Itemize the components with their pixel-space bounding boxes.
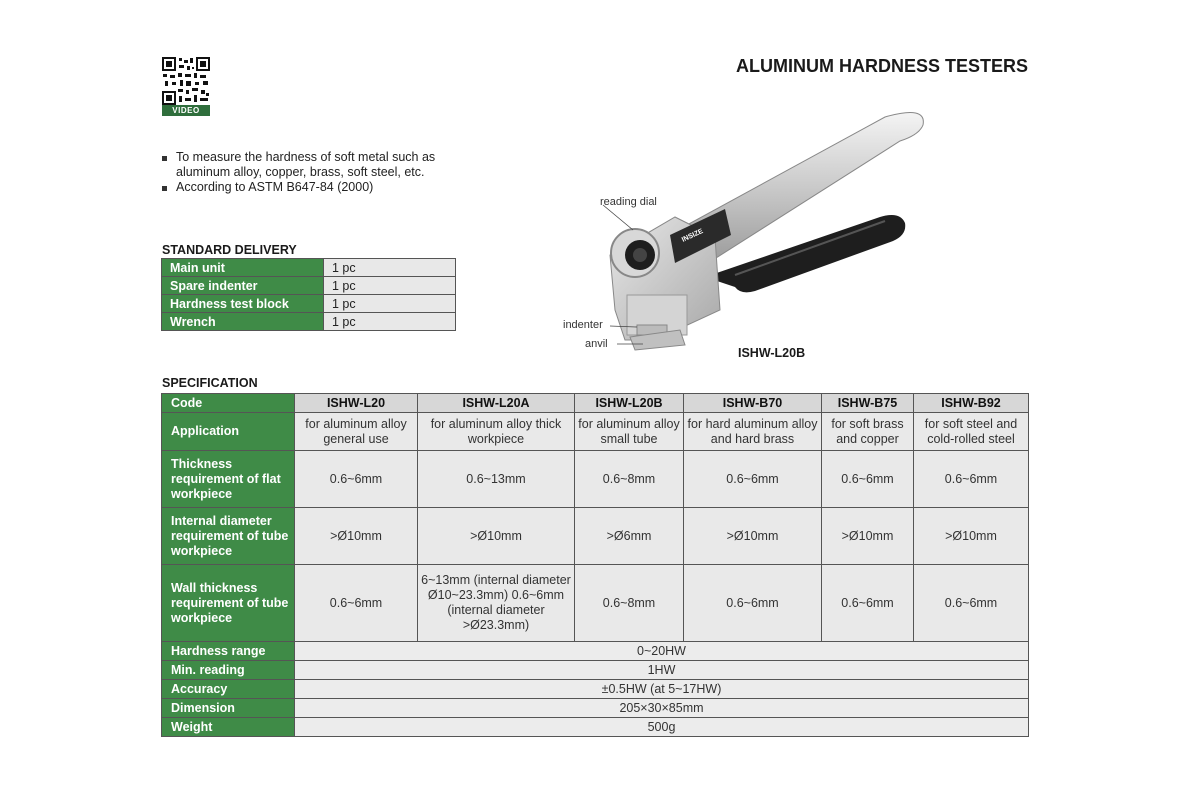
delivery-item: Hardness test block — [162, 295, 324, 313]
table-row — [162, 642, 1029, 661]
row-header: Accuracy — [162, 680, 295, 699]
delivery-title: STANDARD DELIVERY — [162, 243, 297, 257]
row-header: Min. reading — [162, 661, 295, 680]
feature-item: To measure the hardness of soft metal such as aluminum alloy, copper, brass, soft steel, etc. — [160, 150, 480, 180]
application-cell: for aluminum alloy small tube — [575, 413, 684, 451]
row-header: Wall thickness requirement of tube workpiece — [162, 565, 295, 642]
anvil-label: anvil — [585, 338, 608, 350]
indenter-label: indenter — [563, 319, 603, 331]
application-cell: for aluminum alloy general use — [295, 413, 418, 451]
table-row — [162, 699, 1029, 718]
table-row — [162, 565, 1029, 642]
qr-code-icon — [162, 57, 210, 105]
min-reading-value: 1HW — [295, 661, 1029, 680]
application-cell: for soft steel and cold-rolled steel — [914, 413, 1029, 451]
wall-thickness-cell: 6~13mm (internal diameter Ø10~23.3mm) 0.6~6mm (internal diameter >Ø23.3mm) — [418, 565, 575, 642]
application-cell: for aluminum alloy thick workpiece — [418, 413, 575, 451]
wall-thickness-cell: 0.6~6mm — [822, 565, 914, 642]
row-header: Weight — [162, 718, 295, 737]
wall-thickness-cell: 0.6~8mm — [575, 565, 684, 642]
wall-thickness-cell: 0.6~6mm — [684, 565, 822, 642]
table-row — [162, 259, 456, 277]
accuracy-value: ±0.5HW (at 5~17HW) — [295, 680, 1029, 699]
internal-diameter-cell: >Ø6mm — [575, 508, 684, 565]
delivery-qty: 1 pc — [324, 259, 456, 277]
table-row — [162, 661, 1029, 680]
code-cell: ISHW-B70 — [684, 394, 822, 413]
application-cell: for soft brass and copper — [822, 413, 914, 451]
video-badge: VIDEO — [162, 105, 210, 116]
internal-diameter-cell: >Ø10mm — [914, 508, 1029, 565]
brand-label: INSIZE — [680, 227, 705, 244]
code-cell: ISHW-L20A — [418, 394, 575, 413]
internal-diameter-cell: >Ø10mm — [295, 508, 418, 565]
wall-thickness-cell: 0.6~6mm — [914, 565, 1029, 642]
table-row — [162, 508, 1029, 565]
code-cell: ISHW-L20 — [295, 394, 418, 413]
delivery-item: Main unit — [162, 259, 324, 277]
code-cell: ISHW-B92 — [914, 394, 1029, 413]
delivery-table — [161, 258, 456, 331]
code-cell: ISHW-L20B — [575, 394, 684, 413]
delivery-qty: 1 pc — [324, 295, 456, 313]
internal-diameter-cell: >Ø10mm — [822, 508, 914, 565]
row-header: Application — [162, 413, 295, 451]
qr-code[interactable] — [162, 57, 210, 116]
row-header: Dimension — [162, 699, 295, 718]
delivery-item: Spare indenter — [162, 277, 324, 295]
application-cell: for hard aluminum alloy and hard brass — [684, 413, 822, 451]
dimension-value: 205×30×85mm — [295, 699, 1029, 718]
internal-diameter-cell: >Ø10mm — [418, 508, 575, 565]
thickness-cell: 0.6~6mm — [914, 451, 1029, 508]
delivery-qty: 1 pc — [324, 277, 456, 295]
delivery-item: Wrench — [162, 313, 324, 331]
table-row — [162, 718, 1029, 737]
spec-title: SPECIFICATION — [162, 376, 258, 390]
wall-thickness-cell: 0.6~6mm — [295, 565, 418, 642]
spec-table — [161, 393, 1029, 737]
row-header: Hardness range — [162, 642, 295, 661]
row-header: Thickness requirement of flat workpiece — [162, 451, 295, 508]
table-row — [162, 277, 456, 295]
thickness-cell: 0.6~6mm — [822, 451, 914, 508]
code-cell: ISHW-B75 — [822, 394, 914, 413]
delivery-qty: 1 pc — [324, 313, 456, 331]
thickness-cell: 0.6~6mm — [684, 451, 822, 508]
thickness-cell: 0.6~8mm — [575, 451, 684, 508]
row-header: Internal diameter requirement of tube workpiece — [162, 508, 295, 565]
reading-dial-label: reading dial — [600, 196, 657, 208]
table-row — [162, 680, 1029, 699]
table-row — [162, 451, 1029, 508]
thickness-cell: 0.6~6mm — [295, 451, 418, 508]
thickness-cell: 0.6~13mm — [418, 451, 575, 508]
model-caption: ISHW-L20B — [738, 346, 806, 360]
table-row — [162, 394, 1029, 413]
internal-diameter-cell: >Ø10mm — [684, 508, 822, 565]
row-header: Code — [162, 394, 295, 413]
table-row — [162, 295, 456, 313]
table-row — [162, 313, 456, 331]
page-title: ALUMINUM HARDNESS TESTERS — [735, 56, 1028, 76]
table-row — [162, 413, 1029, 451]
weight-value: 500g — [295, 718, 1029, 737]
hardness-tester-image — [555, 105, 945, 355]
hardness-range-value: 0~20HW — [295, 642, 1029, 661]
feature-item: According to ASTM B647-84 (2000) — [160, 180, 480, 195]
feature-list — [160, 150, 480, 195]
